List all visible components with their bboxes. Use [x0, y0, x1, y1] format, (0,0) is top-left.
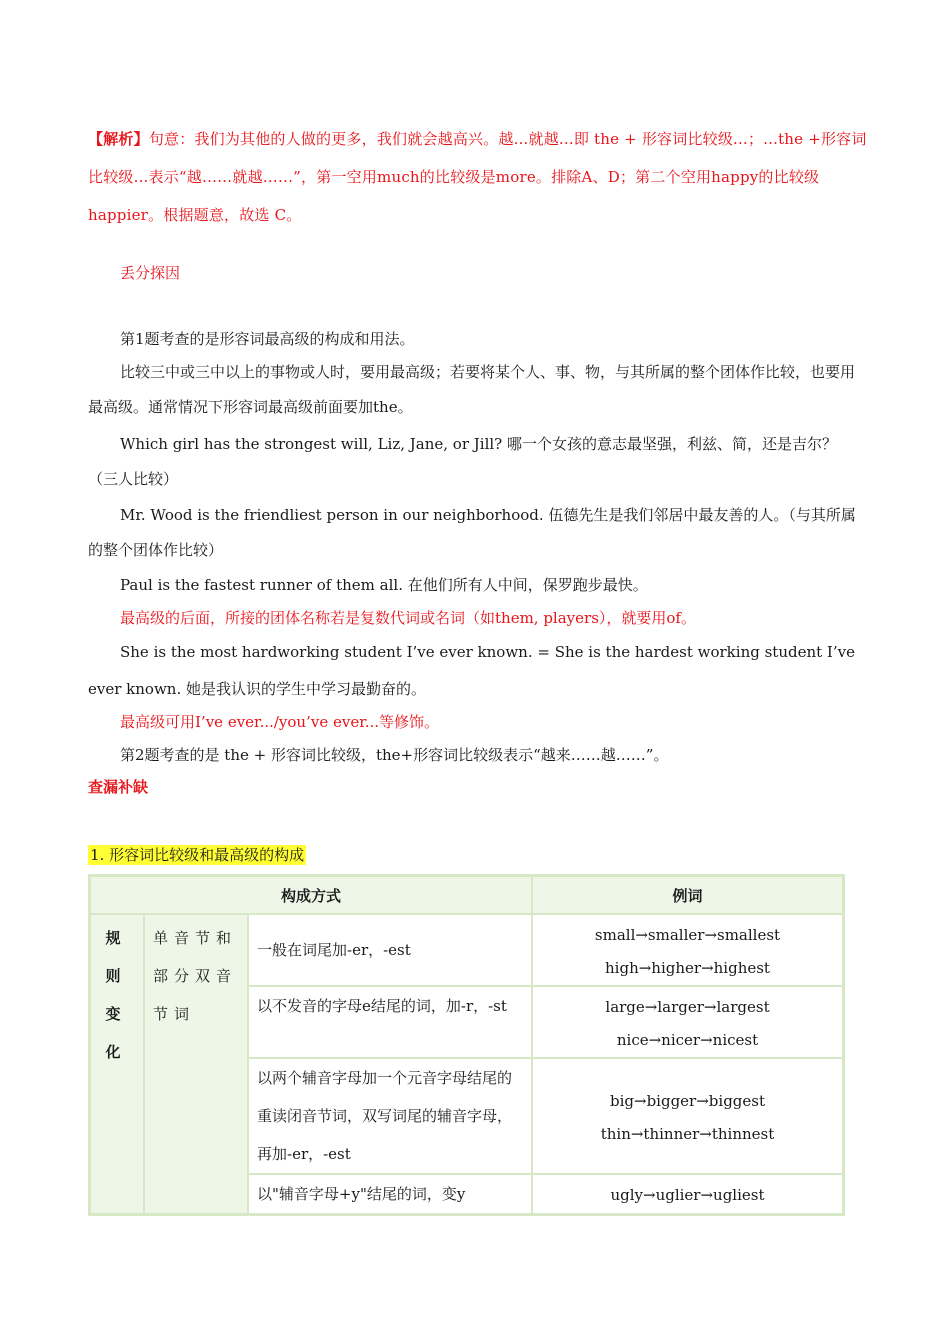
example-word: big→bigger→biggest	[610, 1092, 765, 1110]
rule-label: 规则变化	[105, 929, 129, 1061]
comparison-table	[88, 874, 845, 1216]
example-word: thin→thinner→thinnest	[600, 1125, 775, 1143]
example-cell	[532, 1058, 844, 1174]
table-header-row	[90, 876, 844, 915]
body-line-example-wood: Mr. Wood is the friendliest person in our neighborhood. 伍德先生是我们邻居中最友善的人。（与其所属的整个团体作比较）	[88, 506, 856, 559]
example-cell	[532, 1174, 844, 1215]
body-line-q2: 第2题考查的是 the + 形容词比较级，the+形容词比较级表示“越来……越……”。	[120, 746, 669, 764]
example-word: ugly→uglier→ugliest	[610, 1186, 765, 1204]
example-word: small→smaller→smallest	[594, 926, 781, 944]
body-line-q1: 第1题考查的是形容词最高级的构成和用法。	[120, 330, 415, 348]
table-title: 1. 形容词比较级和最高级的构成	[90, 846, 305, 864]
method-cell: 以不发音的字母e结尾的词，加-r，-st	[248, 986, 532, 1058]
example-word: high→higher→highest	[605, 959, 770, 977]
body-line-rule: 比较三中或三中以上的事物或人时，要用最高级；若要将某个人、事、物，与其所属的整个团体作比较，也要用最高级。通常情况下形容词最高级前面要加the。	[88, 363, 856, 416]
body-line-example-girl: Which girl has the strongest will, Liz, Jane, or Jill? 哪一个女孩的意志最坚强，利兹、简，还是吉尔？（三人比较）	[88, 435, 837, 488]
rule-label-cell	[90, 914, 145, 1215]
body-line-example-paul: Paul is the fastest runner of them all. 在他们所有人中间，保罗跑步最快。	[120, 576, 648, 594]
method-cell: 一般在词尾加-er，-est	[248, 914, 532, 986]
table-row	[90, 914, 844, 986]
lose-points-title: 丢分探因	[120, 264, 181, 282]
sub-label-cell	[144, 914, 248, 1215]
example-word: large→larger→largest	[605, 998, 770, 1016]
body-line-example-she: She is the most hardworking student I’ve ever known. = She is the hardest working student I’ve ever known. 她是我认识的学生中学习最勤奋的。	[88, 643, 855, 698]
header-examples: 例词	[532, 876, 844, 915]
analysis-label: 【解析】	[88, 130, 149, 148]
section-heading: 查漏补缺	[88, 778, 149, 796]
method-cell: 以"辅音字母+y"结尾的词，变y	[248, 1174, 532, 1215]
header-method: 构成方式	[90, 876, 533, 915]
sub-label: 单音节和部分双音节词	[153, 929, 238, 1023]
red-note-ever: 最高级可用I’ve ever.../you’ve ever...等修饰。	[120, 713, 440, 731]
analysis-paragraph	[88, 120, 868, 234]
analysis-text: 句意：我们为其他的人做的更多，我们就会越高兴。越...就越...即 the + 形容词比较级...；...the +形容词比较级...表示“越……就越……”，第一空用much的比较级是more。排除A、D；第二个空用happy的比较级happier。根据题意，故选 C。	[88, 130, 867, 224]
method-cell: 以两个辅音字母加一个元音字母结尾的重读闭音节词，双写词尾的辅音字母，再加-er，-est	[248, 1058, 532, 1174]
example-cell	[532, 986, 844, 1058]
example-cell	[532, 914, 844, 986]
example-word: nice→nicer→nicest	[616, 1031, 759, 1049]
red-note-of: 最高级的后面，所接的团体名称若是复数代词或名词（如them, players），就要用of。	[120, 609, 696, 627]
